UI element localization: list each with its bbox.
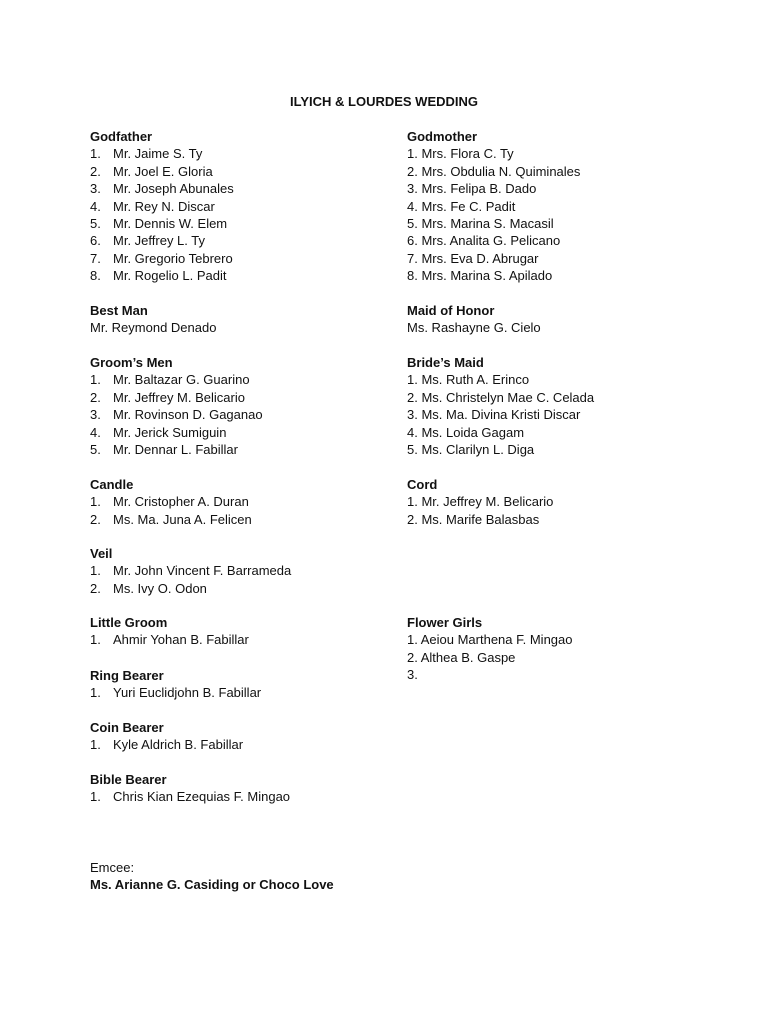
list-item: 6. Mrs. Analita G. Pelicano [407, 233, 561, 249]
brides-maid-section [407, 354, 737, 458]
item-name: Kyle Aldrich B. Fabillar [113, 737, 244, 753]
section-heading: Maid of Honor [407, 303, 495, 318]
list-item [90, 562, 390, 579]
section-heading: Best Man [90, 303, 148, 318]
section-heading: Candle [90, 477, 134, 492]
list-item: 5. Mrs. Marina S. Macasil [407, 215, 554, 231]
item-number: 3. [90, 407, 101, 423]
list-item: 4. Mrs. Fe C. Padit [407, 198, 516, 214]
item-number: 2. [90, 580, 101, 596]
list-item [90, 250, 390, 267]
section-heading: Groom’s Men [90, 355, 173, 370]
list-item [90, 215, 390, 232]
item-number: 8. [90, 268, 101, 284]
item-number: 1. [90, 737, 101, 753]
list-item: 1. Mr. Jeffrey M. Belicario [407, 494, 554, 510]
list-item: 2. Mrs. Obdulia N. Quiminales [407, 163, 581, 179]
item-name: Mr. Joel E. Gloria [113, 163, 213, 179]
item-name: Mr. Rogelio L. Padit [113, 268, 227, 284]
section-heading: Godmother [407, 129, 478, 144]
ring-bearer-section [90, 667, 390, 702]
list-item [90, 389, 390, 406]
item-number: 1. [90, 146, 101, 162]
section-heading: Little Groom [90, 615, 168, 630]
best-man-name: Mr. Reymond Denado [90, 320, 217, 336]
item-number: 5. [90, 215, 101, 231]
item-number: 2. [90, 511, 101, 527]
list-item [90, 371, 390, 388]
list-item [90, 631, 390, 648]
list-item: 3. Mrs. Felipa B. Dado [407, 181, 537, 197]
item-number: 1. [90, 372, 101, 388]
list-item: 5. Ms. Clarilyn L. Diga [407, 441, 535, 457]
list-item: 1. Ms. Ruth A. Erinco [407, 372, 530, 388]
maid-of-honor-name: Ms. Rashayne G. Cielo [407, 320, 541, 336]
list-item [90, 145, 390, 162]
item-number: 4. [90, 424, 101, 440]
best-man-section [90, 302, 390, 337]
veil-section [90, 545, 390, 597]
item-number: 7. [90, 250, 101, 266]
section-heading: Bride’s Maid [407, 355, 484, 370]
list-item [90, 424, 390, 441]
emcee-label: Emcee: [90, 860, 135, 875]
list-item: 1. Mrs. Flora C. Ty [407, 146, 514, 162]
item-number: 2. [90, 389, 101, 405]
list-item [90, 511, 390, 528]
item-name: Mr. Jeffrey L. Ty [113, 233, 205, 249]
item-name: Ms. Ma. Juna A. Felicen [113, 511, 252, 527]
item-name: Yuri Euclidjohn B. Fabillar [113, 685, 262, 701]
right-column [407, 0, 737, 1024]
list-item [90, 736, 390, 753]
left-column [90, 0, 390, 1024]
item-number: 1. [90, 494, 101, 510]
item-number: 6. [90, 233, 101, 249]
section-heading: Bible Bearer [90, 772, 167, 787]
cord-section [407, 476, 737, 528]
list-item [90, 684, 390, 701]
item-name: Mr. Jeffrey M. Belicario [113, 389, 245, 405]
list-item: 4. Ms. Loida Gagam [407, 424, 525, 440]
item-name: Mr. Gregorio Tebrero [113, 250, 233, 266]
item-name: Mr. Baltazar G. Guarino [113, 372, 250, 388]
section-heading: Flower Girls [407, 615, 483, 630]
list-item: 8. Mrs. Marina S. Apilado [407, 268, 553, 284]
list-item: 2. Ms. Marife Balasbas [407, 511, 540, 527]
item-number: 1. [90, 789, 101, 805]
maid-of-honor-section [407, 302, 737, 337]
document-title: ILYICH & LOURDES WEDDING [289, 94, 479, 109]
grooms-men-section [90, 354, 390, 458]
item-name: Mr. Rey N. Discar [113, 198, 215, 214]
item-number: 4. [90, 198, 101, 214]
bible-bearer-section [90, 771, 390, 806]
item-name: Mr. John Vincent F. Barrameda [113, 563, 292, 579]
flower-girls-section [407, 614, 737, 684]
emcee-name: Ms. Arianne G. Casiding or Choco Love [90, 877, 334, 893]
section-heading: Veil [90, 546, 113, 561]
little-groom-section [90, 614, 390, 649]
list-item: 1. Aeiou Marthena F. Mingao [407, 632, 573, 648]
item-name: Mr. Joseph Abunales [113, 181, 234, 197]
list-item [90, 580, 390, 597]
item-name: Mr. Jerick Sumiguin [113, 424, 227, 440]
list-item [90, 267, 390, 284]
item-name: Mr. Dennis W. Elem [113, 215, 228, 231]
section-heading: Cord [407, 477, 438, 492]
item-name: Ahmir Yohan B. Fabillar [113, 632, 249, 648]
item-name: Chris Kian Ezequias F. Mingao [113, 789, 291, 805]
section-heading: Coin Bearer [90, 720, 164, 735]
list-item [90, 232, 390, 249]
list-item: 7. Mrs. Eva D. Abrugar [407, 250, 539, 266]
list-item [90, 180, 390, 197]
item-number: 1. [90, 563, 101, 579]
list-item [90, 493, 390, 510]
list-item: 3. [407, 667, 418, 683]
item-name: Ms. Ivy O. Odon [113, 580, 207, 596]
item-number: 3. [90, 181, 101, 197]
list-item: 3. Ms. Ma. Divina Kristi Discar [407, 407, 581, 423]
list-item [90, 788, 390, 805]
item-name: Mr. Dennar L. Fabillar [113, 441, 238, 457]
item-name: Mr. Jaime S. Ty [113, 146, 203, 162]
list-item [90, 406, 390, 423]
list-item [90, 198, 390, 215]
item-number: 2. [90, 163, 101, 179]
list-item: 2. Althea B. Gaspe [407, 649, 516, 665]
list-item [90, 163, 390, 180]
section-heading: Ring Bearer [90, 668, 164, 683]
coin-bearer-section [90, 719, 390, 754]
godmother-section [407, 128, 737, 285]
item-name: Mr. Cristopher A. Duran [113, 494, 249, 510]
item-name: Mr. Rovinson D. Gaganao [113, 407, 263, 423]
emcee-section [90, 859, 390, 894]
godfather-section [90, 128, 390, 285]
candle-section [90, 476, 390, 528]
item-number: 1. [90, 632, 101, 648]
list-item [90, 441, 390, 458]
item-number: 1. [90, 685, 101, 701]
list-item: 2. Ms. Christelyn Mae C. Celada [407, 389, 595, 405]
section-heading: Godfather [90, 129, 153, 144]
item-number: 5. [90, 441, 101, 457]
